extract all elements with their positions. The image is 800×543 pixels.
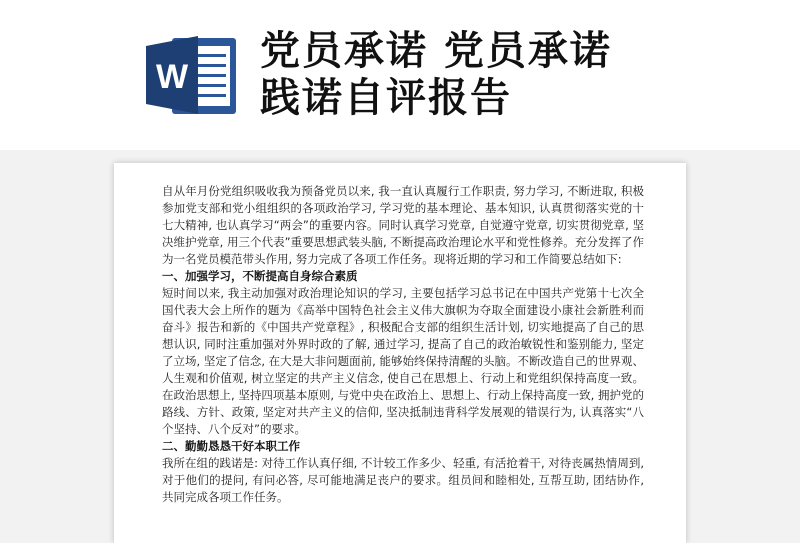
section-heading-2: 二、勤勤恳恳干好本职工作: [162, 439, 300, 453]
title-line-2: 践诺自评报告: [260, 75, 512, 121]
section-paragraph-2: 我所在组的践诺是: 对待工作认真仔细, 不计较工作多少、轻重, 有活抢着干, 对待丧属热情周到, 对于他们的提问, 有问必答, 尽可能地满足丧户的要求。组员间和睦相处, 互帮互助, 团结协作, 共同完成各项工作任务。: [162, 456, 644, 504]
document-body: [162, 183, 644, 506]
title-line-1: 党员承诺 党员承诺: [260, 28, 612, 74]
section-paragraph-1: 短时间以来, 我主动加强对政治理论知识的学习, 主要包括学习总书记在中国共产党第十七次全国代表大会上所作的题为《高举中国特色社会主义伟大旗帜为夺取全面建设小康社会新胜利而奋斗》报告和新的《中国共产党章程》, 积极配合支部的组织生活计划, 切实地提高了自己的思想认识, 同时注重加强对外界时政的了解, 通过学习, 提高了自己的政治敏锐性和鉴别能力, 坚定了立场, 坚定了信念, 在大是大非问题面前, 能够始终保持清醒的头脑。不断改造自己的世界观、人生观和价值观, 树立坚定的共产主义信念, 使自己在思想上、行动上和党组织保持高度一致。在政治思想上, 坚持四项基本原则, 与党中央在政治上、思想上、行动上保持高度一致, 拥护党的路线、方针、政策, 坚定对共产主义的信仰, 坚决抵制违背科学发展观的错误行为, 认真落实“八个坚持、八个反对”的要求。: [162, 286, 644, 436]
word-document-icon: [142, 32, 240, 118]
header: [0, 0, 800, 150]
section-heading-1: 一、加强学习，不断提高自身综合素质: [162, 269, 358, 283]
intro-paragraph: 自从年月份党组织吸收我为预备党员以来, 我一直认真履行工作职责, 努力学习, 不断进取, 积极参加党支部和党小组组织的各项政治学习, 学习党的基本理论、基本知识, 认真贯彻落实党的十七大精神, 也认真学习“两会”的重要内容。同时认真学习党章, 自觉遵守党章, 切实贯彻党章, 坚决维护党章, 用三个代表”重要思想武装头脑, 不断提高政治理论水平和党性修养。充分发挥了作为一名党员模范带头作用, 努力完成了各项工作任务。现将近期的学习和工作简要总结如下:: [162, 184, 644, 266]
page-title: [260, 28, 612, 122]
word-logo-letter: W: [155, 58, 189, 96]
document-page: [114, 163, 686, 543]
